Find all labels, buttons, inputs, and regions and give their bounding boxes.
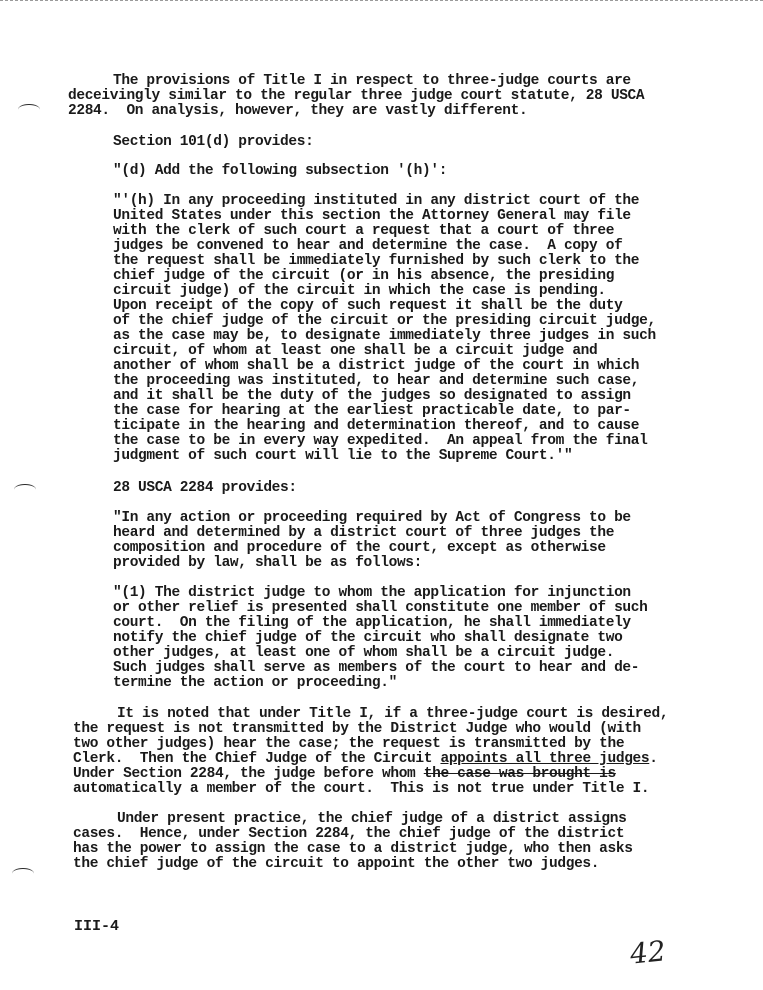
text-line: circuit, of whom at least one shall be a circuit judge and — [113, 343, 598, 359]
text-line: and it shall be the duty of the judges so designated to assign — [113, 388, 631, 404]
text-line: "(d) Add the following subsection '(h)': — [113, 163, 448, 179]
text-line: another of whom shall be a district judge of the court in which — [113, 358, 640, 374]
text-line: chief judge of the circuit (or in his absence, the presiding — [113, 268, 615, 284]
text-line: 28 USCA 2284 provides: — [113, 480, 297, 496]
text-line: of the chief judge of the circuit or the presiding circuit judge, — [113, 313, 656, 329]
text-line: judges be convened to hear and determine the case. A copy of — [113, 238, 623, 254]
text-line: automatically a member of the court. This is not true under Title I. — [73, 781, 650, 797]
text-line: Section 101(d) provides: — [113, 134, 314, 150]
text-line: ticipate in the hearing and determination thereof, and to cause — [113, 418, 640, 434]
text-line: circuit judge) of the circuit in which the case is pending. — [113, 283, 606, 299]
page-top-border — [0, 0, 763, 1]
text-line: cases. Hence, under Section 2284, the chief judge of the district — [73, 826, 625, 842]
text-line: the case for hearing at the earliest practicable date, to par- — [113, 403, 631, 419]
text-line: It is noted that under Title I, if a three-judge court is desired, — [117, 706, 669, 722]
text-line: The provisions of Title I in respect to three-judge courts are — [113, 73, 631, 89]
text-line: heard and determined by a district court of three judges the — [113, 525, 615, 541]
text-line: United States under this section the Attorney General may file — [113, 208, 631, 224]
text-line: with the clerk of such court a request that a court of three — [113, 223, 615, 239]
text-line: two other judges) hear the case; the request is transmitted by the — [73, 736, 625, 752]
margin-mark — [14, 484, 36, 495]
text-line: notify the chief judge of the circuit who shall designate two — [113, 630, 623, 646]
text-line: as the case may be, to designate immediately three judges in such — [113, 328, 656, 344]
margin-mark — [12, 868, 34, 879]
text-line: 2284. On analysis, however, they are vastly different. — [68, 103, 528, 119]
text-line: other judges, at least one of whom shall be a circuit judge. — [113, 645, 615, 661]
text-line: court. On the filing of the application, he shall immediately — [113, 615, 631, 631]
text-line: deceivingly similar to the regular three judge court statute, 28 USCA — [68, 88, 645, 104]
text-line: "(1) The district judge to whom the application for injunction — [113, 585, 631, 601]
text-line: the request shall be immediately furnished by such clerk to the — [113, 253, 640, 269]
margin-mark — [18, 104, 40, 115]
text-line: termine the action or proceeding." — [113, 675, 397, 691]
text-line: the request is not transmitted by the District Judge who would (with — [73, 721, 641, 737]
text-line: judgment of such court will lie to the Supreme Court.'" — [113, 448, 573, 464]
page-number: III-4 — [74, 918, 120, 935]
text-line: has the power to assign the case to a district judge, who then asks — [73, 841, 633, 857]
handwritten-page-number: 42 — [628, 934, 668, 971]
text-line: Under Section 2284, the judge before whom the case was brought is — [73, 766, 616, 782]
struck-text: the case was brought is — [423, 766, 616, 782]
text-line: Under present practice, the chief judge of a district assigns — [117, 811, 627, 827]
text-line: the chief judge of the circuit to appoint the other two judges. — [73, 856, 600, 872]
text-line: composition and procedure of the court, except as otherwise — [113, 540, 606, 556]
text-line: Such judges shall serve as members of the court to hear and de- — [113, 660, 640, 676]
text-line: or other relief is presented shall constitute one member of such — [113, 600, 648, 616]
text-line: the proceeding was instituted, to hear and determine such case, — [113, 373, 640, 389]
text-line: "'(h) In any proceeding instituted in any district court of the — [113, 193, 640, 209]
text-line: Upon receipt of the copy of such request it shall be the duty — [113, 298, 623, 314]
text-line: "In any action or proceeding required by Act of Congress to be — [113, 510, 631, 526]
text-line: Clerk. Then the Chief Judge of the Circuit appoints all three judges. — [73, 751, 658, 767]
text-line: the case to be in every way expedited. An appeal from the final — [113, 433, 648, 449]
text-line: provided by law, shall be as follows: — [113, 555, 423, 571]
underlined-text: appoints all three judges — [440, 751, 650, 767]
